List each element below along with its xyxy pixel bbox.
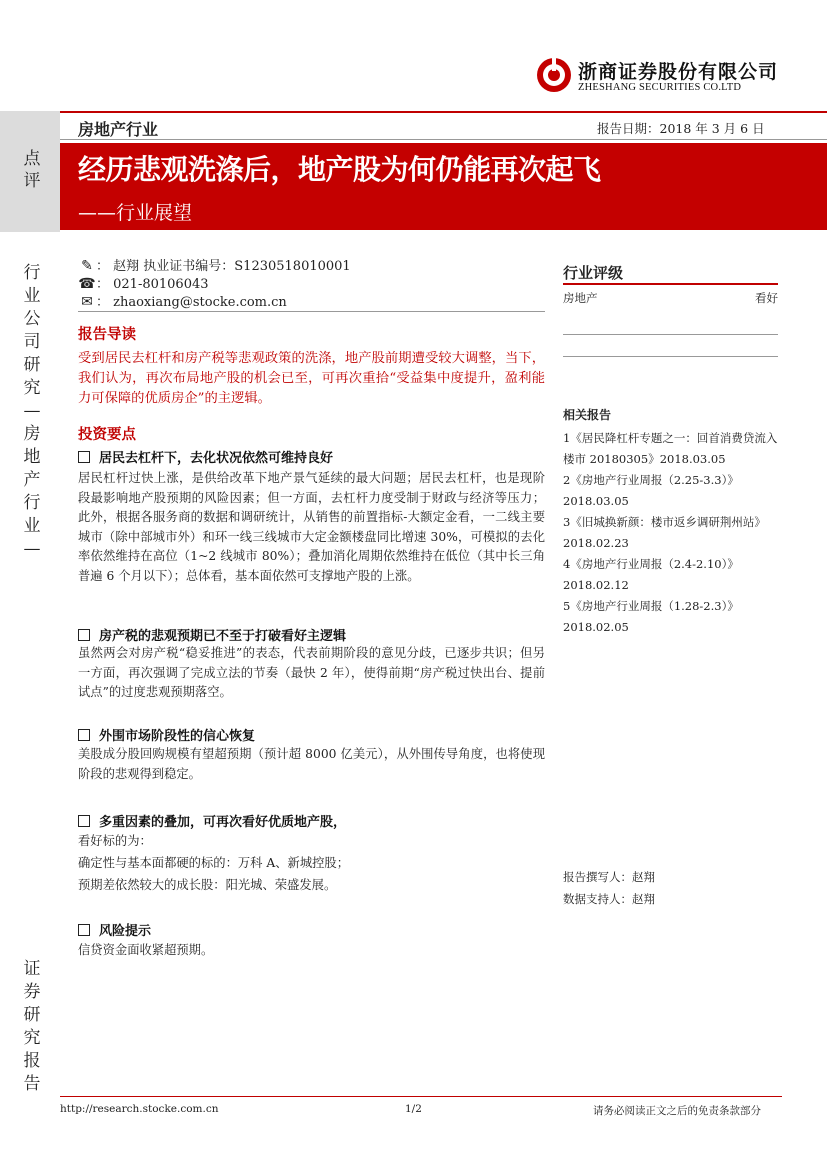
company-name-cn: 浙商证券股份有限公司	[578, 61, 779, 83]
company-logo-icon	[536, 57, 572, 93]
related-report-item[interactable]: 1《居民降杠杆专题之一：回首消费贷流入楼市 20180305》2018.03.05	[563, 431, 778, 466]
point-4-line-2: 确定性与基本面都硬的标的：万科 A、新城控股；	[78, 856, 350, 870]
company-name-en: ZHESHANG SECURITIES CO.LTD	[578, 82, 742, 93]
top-rule	[60, 111, 827, 113]
intro-heading: 报告导读	[78, 327, 136, 343]
report-writer: 报告撰写人：赵翔	[563, 870, 655, 884]
industry-label: 房地产行业	[78, 120, 159, 139]
related-reports-list	[563, 428, 781, 638]
related-reports-heading: 相关报告	[563, 408, 612, 422]
analyst-email[interactable]: ： zhaoxiang@stocke.com.cn	[96, 295, 287, 310]
point-4-line-3: 预期差依然较大的成长股：阳光城、荣盛发展。	[78, 878, 337, 892]
page-subtitle: ——行业展望	[78, 202, 193, 224]
page-number: 1/2	[405, 1103, 422, 1115]
footer-rule	[60, 1096, 782, 1097]
related-report-item[interactable]: 2《房地产行业周报（2.25-3.3）》2018.03.05	[563, 473, 739, 508]
footer-url[interactable]: http://research.stocke.com.cn	[60, 1103, 219, 1115]
phone-icon: ☎	[78, 276, 96, 292]
mail-icon: ✉	[81, 294, 93, 310]
point-4-line-1: 看好标的为：	[78, 834, 152, 848]
report-date: 报告日期：2018 年 3 月 6 日	[597, 121, 765, 136]
page-title: 经历悲观洗涤后，地产股为何仍能再次起飞	[78, 153, 601, 186]
footer-disclaimer-note: 请务必阅读正文之后的免责条款部分	[593, 1105, 761, 1117]
point-4-title: 多重因素的叠加，可再次看好优质地产股，	[78, 811, 346, 830]
checkbox-bullet-icon	[78, 451, 90, 463]
point-5-text: 信贷资金面收紧超预期。	[78, 943, 214, 957]
checkbox-bullet-icon	[78, 629, 90, 641]
intro-text: 受到居民去杠杆和房产税等悲观政策的洗涤，地产股前期遭受较大调整，当下，我们认为，再次布局地产股的机会已至，可再次重拾“受益集中度提升，盈利能力可保障的优质房企”的主逻辑。	[78, 351, 545, 406]
related-report-item[interactable]: 4《房地产行业周报（2.4-2.10）》2018.02.12	[563, 557, 739, 592]
analyst-name: ： 赵翔 执业证书编号：S1230518010001	[96, 259, 351, 274]
data-supporter: 数据支持人：赵翔	[563, 892, 655, 906]
rating-heading: 行业评级	[563, 264, 624, 282]
analyst-name-row	[78, 255, 351, 274]
checkbox-bullet-icon	[78, 815, 90, 827]
point-3-text: 美股成分股回购规模有望超预期（预计超 8000 亿美元），从外围传导角度，也将使现阶段的悲观得到稳定。	[78, 747, 545, 781]
related-report-item[interactable]: 3《旧城换新颜：楼市返乡调研荆州站》2018.02.23	[563, 515, 766, 550]
doc-type-label: 点评	[23, 149, 41, 191]
point-5-title: 风险提示	[78, 920, 151, 939]
analyst-email-row	[78, 291, 287, 310]
point-2-title: 房产税的悲观预期已不至于打破看好主逻辑	[78, 625, 346, 644]
sidebar-vertical-category: 行业公司研究—房地产行业—	[23, 263, 41, 559]
authors-block	[563, 866, 655, 910]
checkbox-bullet-icon	[78, 924, 90, 936]
sidebar-vertical-doctype: 证券研究报告	[23, 959, 41, 1094]
point-2-text: 虽然两会对房产税“稳妥推进”的表态，代表前期阶段的意见分歧，已逐步共识；但另一方面，再次强调了完成立法的节奏（最快 2 年），使得前期“房产税过快出台、提前试点”的过度悲观预期落空。	[78, 646, 545, 700]
pen-icon: ✎	[81, 258, 93, 274]
point-1-title: 居民去杠杆下，去化状况依然可维持良好	[78, 447, 333, 466]
rating-divider-2	[563, 356, 778, 357]
rating-value: 看好	[755, 291, 778, 305]
info-divider	[78, 311, 545, 312]
point-3-title: 外围市场阶段性的信心恢复	[78, 725, 255, 744]
analyst-phone-row	[78, 273, 209, 292]
rating-sector: 房地产	[563, 291, 598, 305]
rating-divider-1	[563, 334, 778, 335]
related-report-item[interactable]: 5《房地产行业周报（1.28-2.3）》2018.02.05	[563, 599, 739, 634]
checkbox-bullet-icon	[78, 729, 90, 741]
industry-underline	[60, 139, 827, 140]
points-heading: 投资要点	[78, 427, 136, 443]
rating-rule	[563, 283, 778, 285]
rating-row	[563, 290, 778, 306]
point-1-text: 居民杠杆过快上涨，是供给改革下地产景气延续的最大问题；居民去杠杆，也是现阶段最影响地产股预期的风险因素；但一方面，去杠杆力度受制于财政与经济等压力；此外，根据各服务商的数据和调研统计，从销售的前置指标-大额定金看，一二线主要城市（除中部城市外）和环一线三线城市大定金额楼盘同比增速 30%，可模拟的去化率依然维持在高位（1~2 线城市 80%）；叠加消化周期依然维持在低位（其中长三角普遍 6 个月以下）；总体看，基本面依然可支撑地产股的上涨。	[78, 471, 545, 583]
analyst-phone: ： 021-80106043	[96, 277, 209, 292]
